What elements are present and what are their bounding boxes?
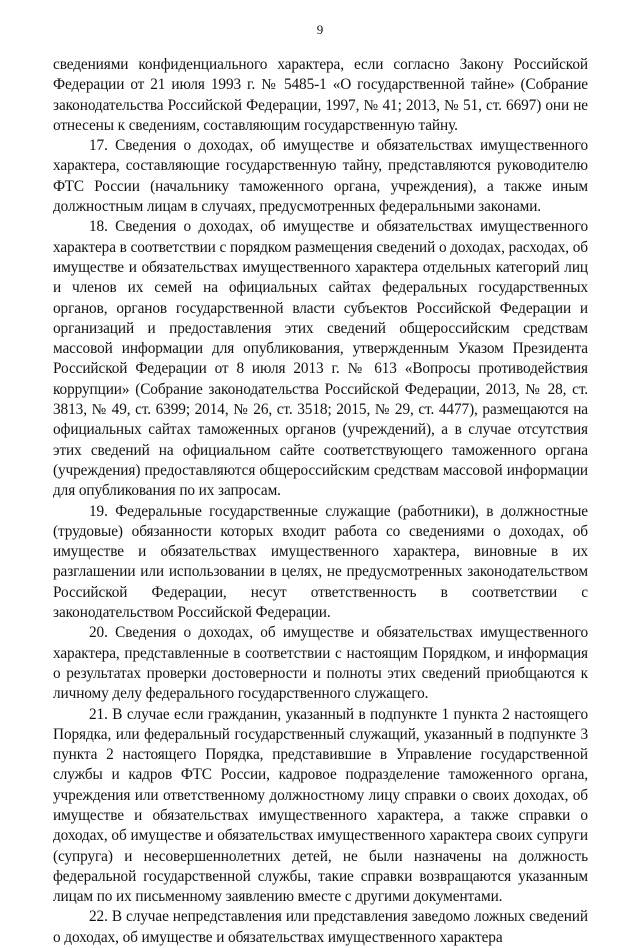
- paragraph-continuation: [53, 55, 588, 136]
- paragraph-21: [53, 705, 588, 908]
- document-body: [53, 55, 588, 948]
- paragraph-number: 20.: [89, 624, 108, 642]
- paragraph-18: [53, 217, 588, 501]
- paragraph-19: [53, 502, 588, 624]
- paragraph-number: 17.: [89, 137, 108, 155]
- paragraph-number: 18.: [89, 218, 108, 236]
- paragraph-17: [53, 136, 588, 217]
- page-number: 9: [316, 22, 324, 37]
- paragraph-text: В случае если гражданин, указанный в подпункте 1 пункта 2 настоящего Порядка, или федеральный государственный служащий, указанный в подпункте 3 пункта 2 настоящего Порядка, представившие в Управление государственной службы и кадров ФТС России, кадровое подразделение таможенного органа, учреждения или ответственному должностному лицу справки о своих доходах, об имуществе и обязательствах имущественного характера, а также справки о доходах, об имуществе и обязательствах имущественного характера своих супруги (супруга) и несовершеннолетних детей, не были назначены на должность федеральной государственной службы, такие справки возвращаются указанным лицам по их письменному заявлению вместе с другими документами.: [53, 705, 588, 906]
- paragraph-22: [53, 907, 588, 948]
- paragraph-number: 21.: [89, 705, 108, 723]
- paragraph-number: 19.: [89, 502, 108, 520]
- paragraph-text: сведениями конфиденциального характера, если согласно Закону Российской Федерации от 21 июля 1993 г. № 5485-1 «О государственной тайне» (Собрание законодательства Российской Федерации, 1997, № 41; 2013, № 51, ст. 6697) они не отнесены к сведениям, составляющим государственную тайну.: [53, 56, 588, 134]
- paragraph-number: 22.: [89, 908, 108, 926]
- paragraph-text: В случае непредставления или представления заведомо ложных сведений о доходах, об имуществе и обязательствах имущественного характера: [53, 908, 588, 946]
- paragraph-text: Сведения о доходах, об имуществе и обязательствах имущественного характера, представленные в соответствии с настоящим Порядком, и информация о результатах проверки достоверности и полноты этих сведений приобщаются к личному делу федерального государственного служащего.: [53, 624, 588, 703]
- paragraph-text: Федеральные государственные служащие (работники), в должностные (трудовые) обязанности которых входит работа со сведениями о доходах, об имуществе и обязательствах имущественного характера, виновные в их разглашении или использовании в целях, не предусмотренных законодательством Российской Федерации, несут ответственность в соответствии с законодательством Российской Федерации.: [53, 502, 588, 622]
- paragraph-text: Сведения о доходах, об имуществе и обязательствах имущественного характера, составляющие государственную тайну, представляются руководителю ФТС России (начальнику таможенного органа, учреждения), а также иным должностным лицам в случаях, предусмотренных федеральными законами.: [53, 137, 588, 216]
- paragraph-text: Сведения о доходах, об имуществе и обязательствах имущественного характера в соответствии с порядком размещения сведений о доходах, расходах, об имуществе и обязательствах имущественного характера отдельных категорий лиц и членов их семей на официальных сайтах федеральных государственных органов, органов государственной власти субъектов Российской Федерации и организаций и предоставления этих сведений общероссийским средствам массовой информации для опубликования, утвержденным Указом Президента Российской Федерации от 8 июля 2013 г. № 613 «Вопросы противодействия коррупции» (Собрание законодательства Российской Федерации, 2013, № 28, ст. 3813, № 49, ст. 6399; 2014, № 26, ст. 3518; 2015, № 29, ст. 4477), размещаются на официальных сайтах таможенных органов (учреждений), а в случае отсутствия этих сведений на официальном сайте соответствующего таможенного органа (учреждения) предоставляются общероссийским средствам массовой информации для опубликования по их запросам.: [53, 218, 588, 500]
- paragraph-20: [53, 623, 588, 704]
